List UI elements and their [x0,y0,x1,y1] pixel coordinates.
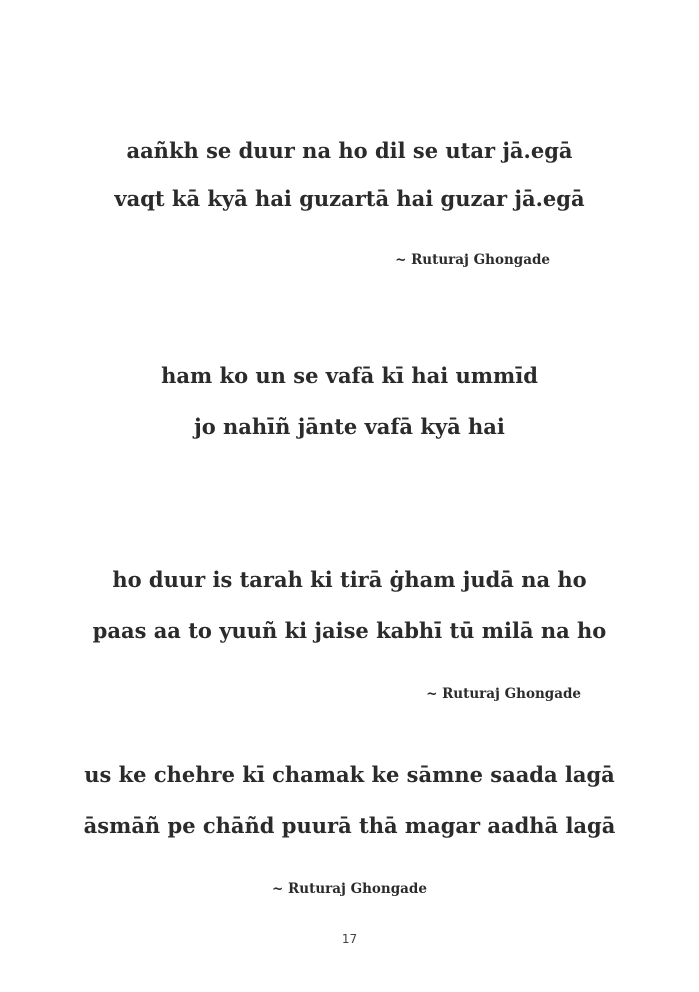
couplet-3-attribution: ~ Ruturaj Ghongade [426,686,581,702]
couplet-3-line-2: paas aa to yuuñ ki jaise kabhī tū milā na ho [92,618,607,643]
couplet-1-line-1: aañkh se duur na ho dil se utar jā.egā [126,138,573,163]
couplet-3-line-1: ho duur is tarah ki tirā ġham judā na ho [112,567,587,592]
page-number: 17 [341,932,358,946]
couplet-1-attribution: ~ Ruturaj Ghongade [395,252,550,268]
couplet-2-line-1: ham ko un se vafā kī hai ummīd [161,363,538,388]
couplet-2-line-2: jo nahīñ jānte vafā kyā hai [194,414,505,439]
couplet-4-line-1: us ke chehre kī chamak ke sāmne saada lagā [84,762,615,787]
couplet-4-attribution: ~ Ruturaj Ghongade [272,881,427,897]
couplet-4-line-2: āsmāñ pe chāñd puurā thā magar aadhā lagā [83,813,616,838]
couplet-1-line-2: vaqt kā kyā hai guzartā hai guzar jā.egā [114,186,585,211]
